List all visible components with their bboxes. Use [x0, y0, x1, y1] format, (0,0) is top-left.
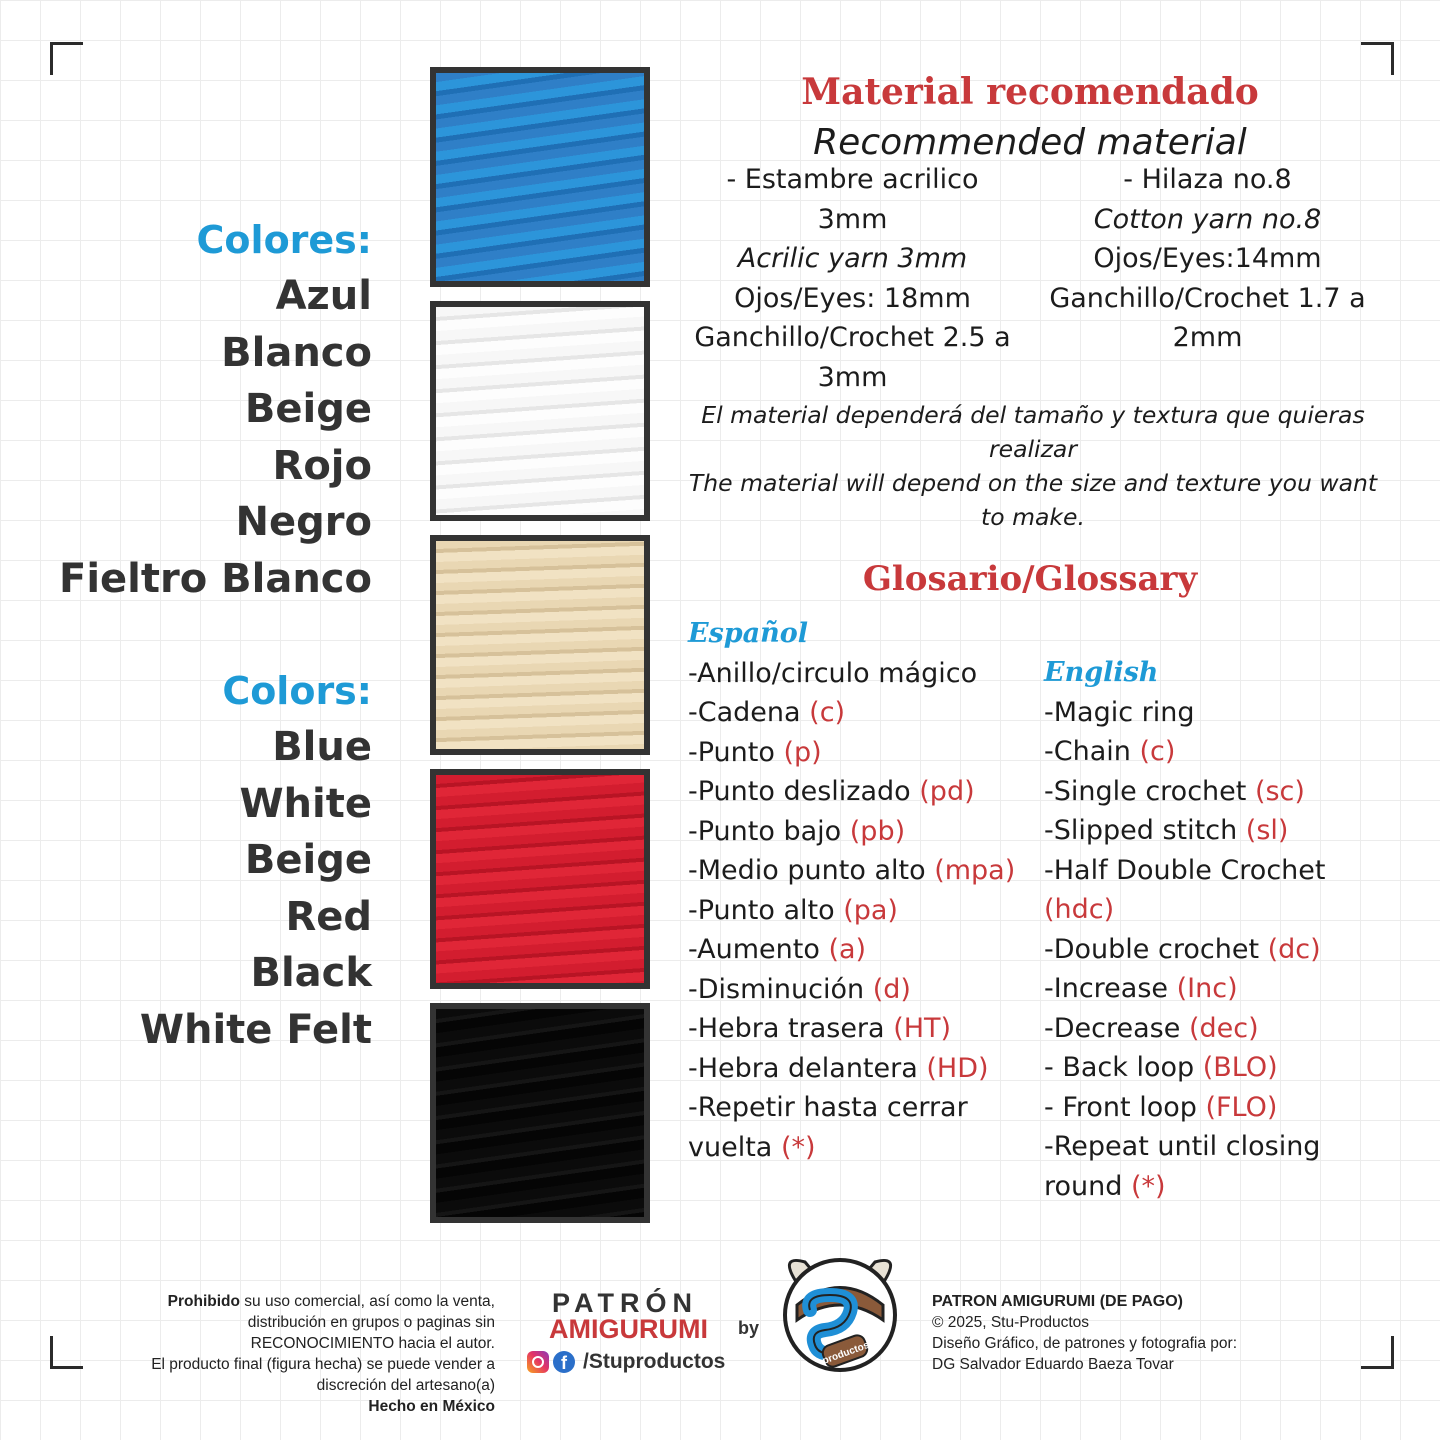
corner-mark-bottom-left [50, 1336, 83, 1369]
material-line: Ganchillo/Crochet 2.5 a 3mm [694, 322, 1011, 393]
colors-heading: Colors: [222, 669, 372, 713]
note-english: The material will depend on the size and texture you want to make. [688, 469, 1378, 531]
material-line: Cotton yarn no.8 [1093, 203, 1322, 235]
legal-line: Prohibido su uso comercial, así como la venta, distribución en grupos o paginas sin RECONOCIMIENTO hacia el autor. [167, 1293, 495, 1352]
glossary-item: -Repetir hasta cerrar vuelta (*) [688, 1092, 968, 1163]
glossary-item: -Hebra trasera (HT) [688, 1013, 952, 1044]
yarn-swatch-red [430, 769, 650, 989]
material-title: Material recomendado [801, 71, 1259, 113]
glossary-english [1044, 653, 1379, 1206]
social-handle[interactable]: /Stuproductos [583, 1350, 726, 1373]
glossary-es-heading: Español [688, 618, 809, 649]
yarn-swatch-white [430, 301, 650, 521]
colores-heading: Colores: [196, 218, 372, 262]
brand-by: by [738, 1318, 760, 1338]
svg-text:productos: productos [821, 1339, 871, 1367]
color-item: Blanco [221, 329, 372, 376]
color-item: Azul [275, 273, 372, 319]
glossary-item: -Disminución (d) [688, 973, 911, 1005]
instagram-icon[interactable] [527, 1351, 549, 1373]
glossary-item: -Punto alto (pa) [688, 894, 898, 926]
note-spanish: El material dependerá del tamaño y textura que quieras realizar [701, 401, 1365, 463]
yarn-swatch-blue [430, 67, 650, 287]
brand-patron: PATRÓN [552, 1288, 698, 1318]
glossary-item: -Punto (p) [688, 736, 822, 768]
glossary-spanish [688, 614, 1028, 1167]
material-line: - Estambre acrilico 3mm [726, 164, 979, 235]
color-item: Beige [244, 837, 372, 883]
color-item: Blue [272, 724, 372, 770]
yarn-swatch-beige [430, 535, 650, 755]
glossary-item: -Hebra delantera (HD) [688, 1052, 989, 1084]
color-item: Black [250, 950, 372, 996]
corner-mark-top-left [50, 42, 83, 75]
glossary-item: -Magic ring [1044, 696, 1195, 728]
glossary-item: -Aumento (a) [688, 934, 867, 965]
material-line: Ojos/Eyes: 18mm [734, 282, 971, 314]
glossary-item: - Front loop (FLO) [1044, 1091, 1278, 1123]
color-item: Beige [244, 386, 372, 432]
color-item: Red [285, 893, 372, 940]
color-item: Rojo [272, 442, 372, 489]
glossary-item: -Cadena (c) [688, 697, 846, 728]
glossary-item: -Punto deslizado (pd) [688, 776, 975, 807]
glossary-item: -Decrease (dec) [1044, 1012, 1259, 1044]
glossary-item: -Double crochet (dc) [1044, 933, 1321, 965]
color-item: Fieltro Blanco [59, 555, 372, 602]
glossary-en-heading: English [1044, 657, 1159, 688]
glossary-item: -Single crochet (sc) [1044, 775, 1305, 807]
credit-title: PATRON AMIGURUMI (DE PAGO) [932, 1293, 1183, 1310]
color-list-spanish [59, 212, 372, 607]
legal-notice [110, 1291, 495, 1417]
color-list-english [140, 663, 372, 1058]
material-line: - Hilaza no.8 [1123, 164, 1292, 195]
glossary-item: -Increase (Inc) [1044, 973, 1238, 1004]
glossary-item: -Punto bajo (pb) [688, 815, 906, 847]
yarn-swatch-black [430, 1003, 650, 1223]
glossary-title: Glosario/Glossary [862, 559, 1198, 599]
material-note [688, 398, 1378, 534]
credit-copyright: © 2025, Stu-Productos [932, 1314, 1090, 1331]
glossary-item: - Back loop (BLO) [1044, 1052, 1278, 1083]
color-item: White [239, 780, 372, 827]
material-line: Ganchillo/Crochet 1.7 a 2mm [1049, 282, 1366, 353]
credits [932, 1291, 1312, 1375]
glossary-item: -Repeat until closing round (*) [1044, 1131, 1321, 1202]
material-line: Ojos/Eyes:14mm [1093, 243, 1322, 274]
glossary-item: -Anillo/circulo mágico [688, 657, 978, 689]
material-cotton [1045, 160, 1370, 358]
legal-line: Hecho en México [368, 1398, 495, 1415]
glossary-item: -Medio punto alto (mpa) [688, 855, 1016, 886]
glossary-item: -Chain (c) [1044, 736, 1176, 767]
material-line: Acrilic yarn 3mm [737, 243, 968, 274]
glossary-item: -Half Double Crochet (hdc) [1044, 854, 1326, 925]
material-acrylic [690, 160, 1015, 397]
credit-design: Diseño Gráfico, de patrones y fotografia por: [932, 1335, 1237, 1352]
legal-line: El producto final (figura hecha) se puede vender a discreción del artesano(a) [151, 1356, 495, 1394]
color-item: White Felt [139, 1006, 372, 1053]
social-links [527, 1350, 725, 1374]
material-subtitle: Recommended material [813, 122, 1247, 163]
facebook-icon[interactable]: f [553, 1351, 575, 1373]
color-item: Negro [235, 499, 372, 545]
corner-mark-bottom-right [1361, 1336, 1394, 1369]
brand-amigurumi: AMIGURUMI [549, 1314, 708, 1344]
stu-productos-logo [775, 1250, 905, 1385]
credit-author: DG Salvador Eduardo Baeza Tovar [932, 1356, 1174, 1373]
glossary-item: -Slipped stitch (sl) [1044, 815, 1289, 846]
